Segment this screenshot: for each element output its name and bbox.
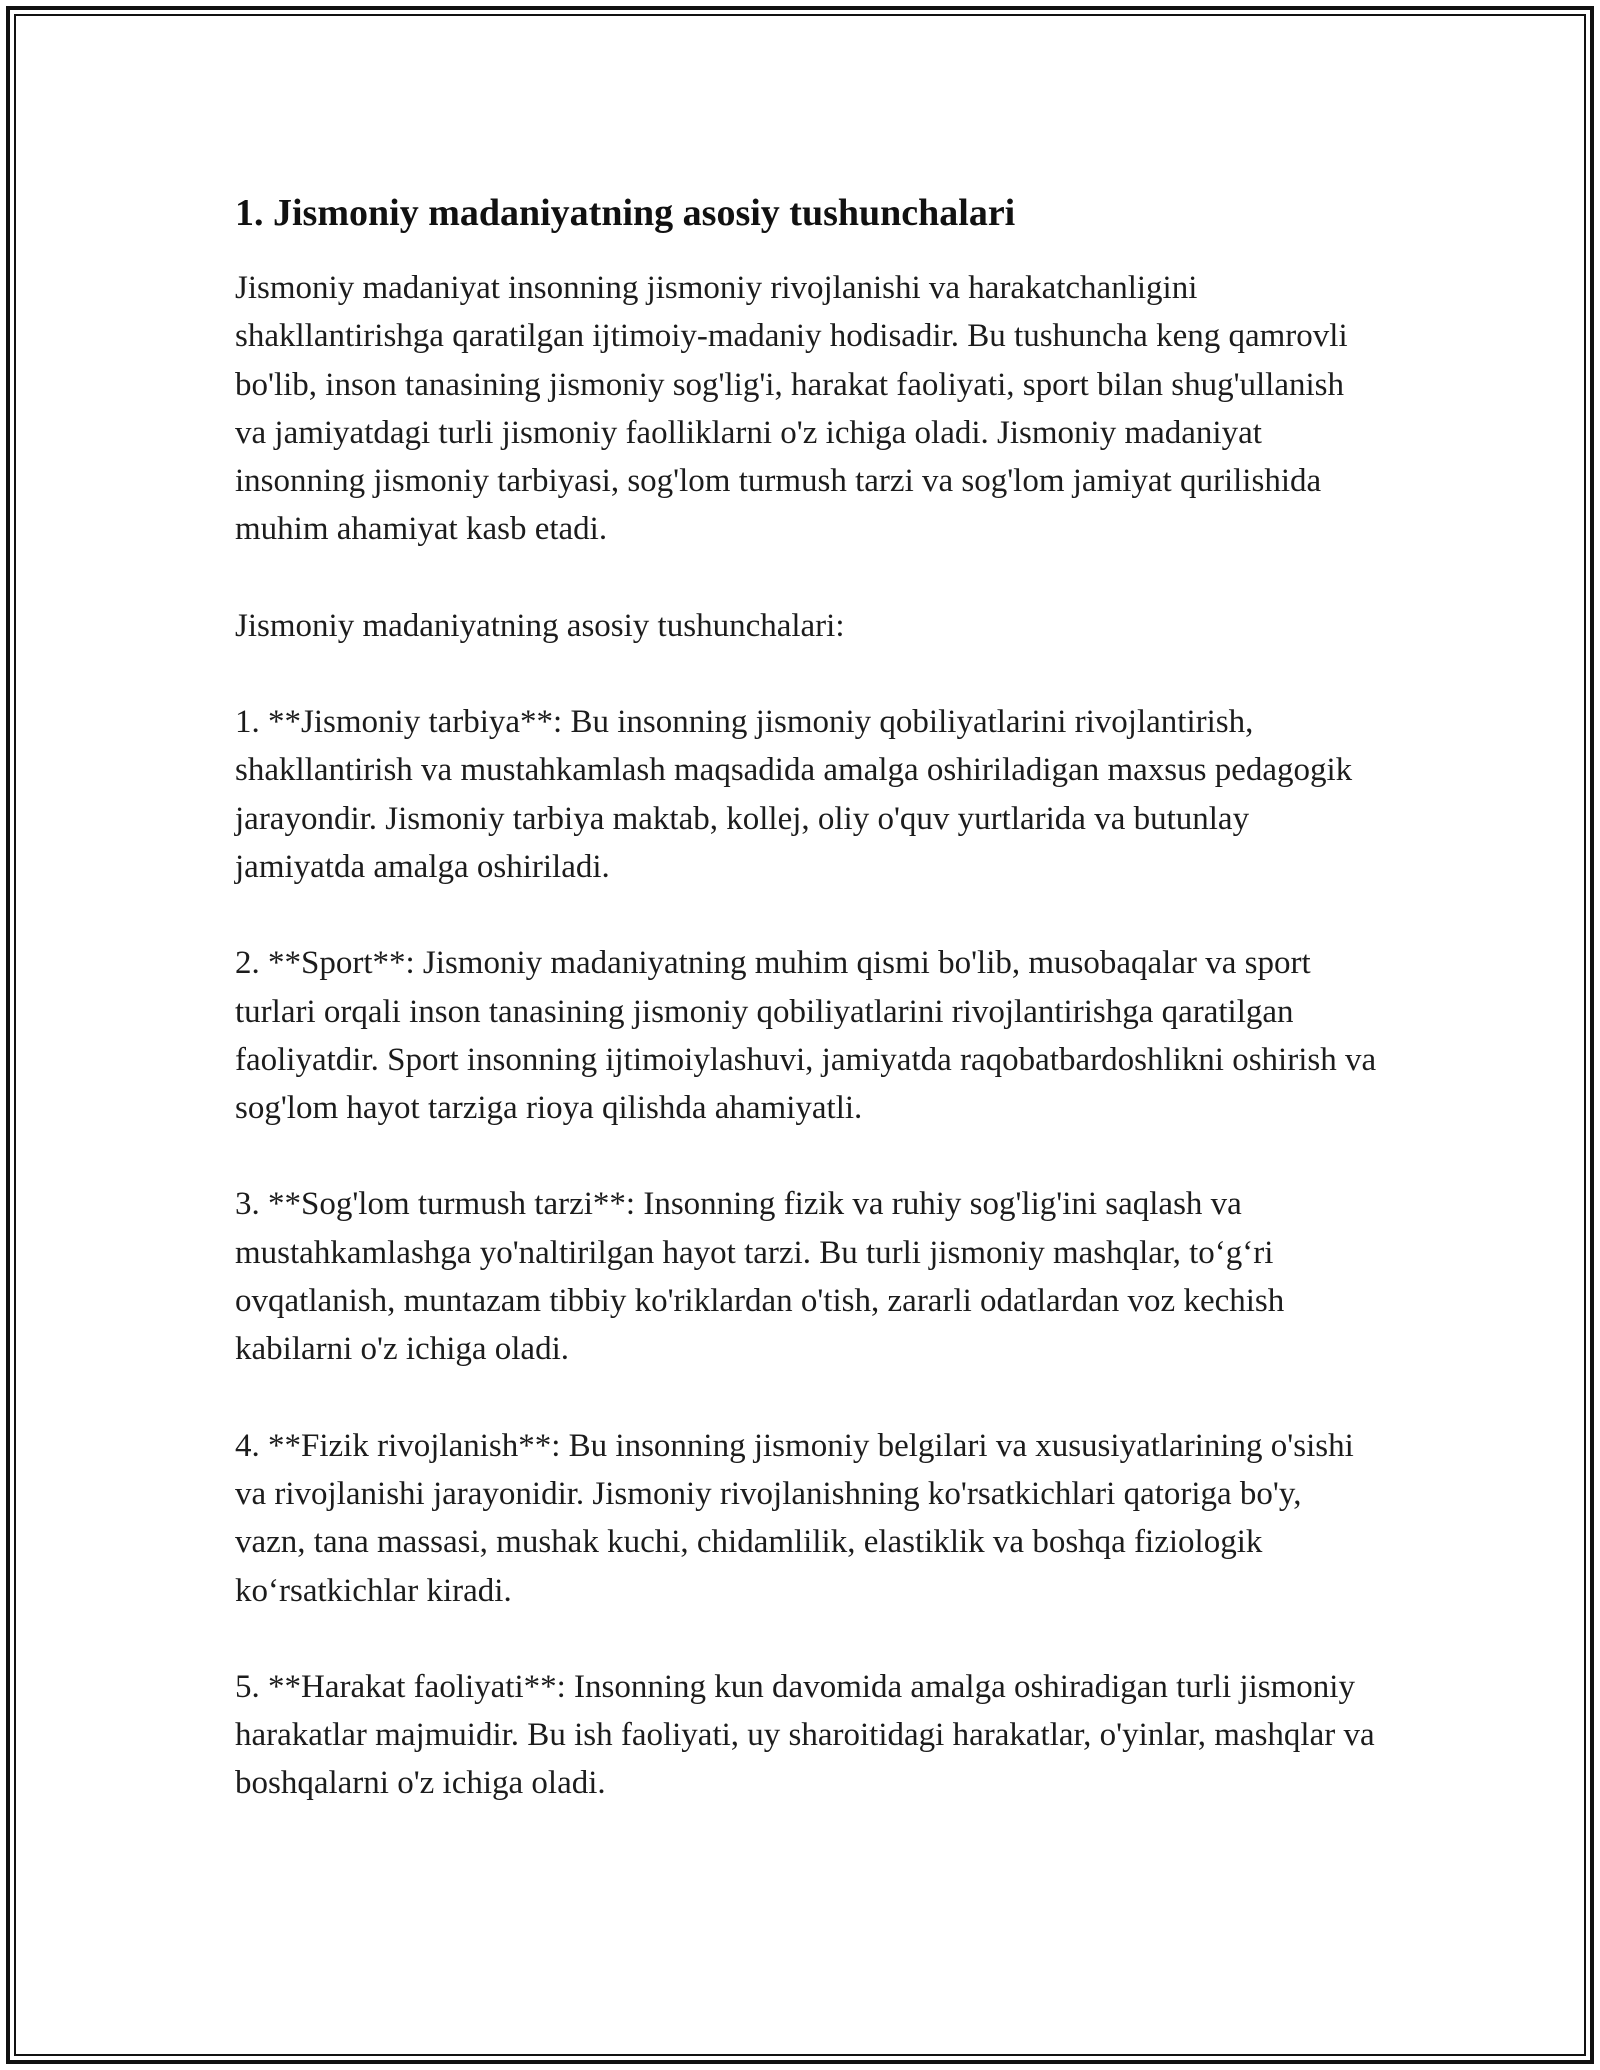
list-item-soglom-turmush-tarzi: 3. **Sog'lom turmush tarzi**: Insonning fizik va ruhiy sog'lig'ini saqlash va mustahkamlashga yo'naltirilgan hayot tarzi. Bu turli jismoniy mashqlar, to‘g‘ri ovqatlanish, muntazam tibbiy ko'riklardan o'tish, zararli odatlardan voz kechish kabilarni o'z ichiga oladi.: [235, 1186, 1285, 1368]
list-item-fizik-rivojlanish: 4. **Fizik rivojlanish**: Bu insonning jismoniy belgilari va xususiyatlarining o'sishi va rivojlanishi jarayonidir. Jismoniy rivojlanishning ko'rsatkichlari qatoriga bo'y, vazn, tana massasi, mushak kuchi, chidamlilik, elastiklik va boshqa fiziologik ko‘rsatkichlar kiradi.: [235, 1427, 1354, 1609]
intro-paragraph: Jismoniy madaniyat insonning jismoniy rivojlanishi va harakatchanligini shakllantirishga qaratilgan ijtimoiy-madaniy hodisadir. Bu tushuncha keng qamrovli bo'lib, inson tanasining jismoniy sog'lig'i, harakat faoliyati, sport bilan shug'ullanish va jamiyatdagi turli jismoniy faolliklarni o'z ichiga oladi. Jismoniy madaniyat insonning jismoniy tarbiyasi, sog'lom turmush tarzi va sog'lom jamiyat qurilishida muhim ahamiyat kasb etadi.: [235, 270, 1348, 548]
document-body: [235, 184, 1380, 1856]
list-item-sport: 2. **Sport**: Jismoniy madaniyatning muhim qismi bo'lib, musobaqalar va sport turlari orqali inson tanasining jismoniy qobiliyatlarini rivojlantirishga qaratilgan faoliyatdir. Sport insonning ijtimoiylashuvi, jamiyatda raqobatbardoshlikni oshirish va sog'lom hayot tarziga rioya qilishda ahamiyatli.: [235, 945, 1377, 1127]
list-item-jismoniy-tarbiya: 1. **Jismoniy tarbiya**: Bu insonning jismoniy qobiliyatlarini rivojlantirish, shakllantirish va mustahkamlash maqsadida amalga oshiriladigan maxsus pedagogik jarayondir. Jismoniy tarbiya maktab, kollej, oliy o'quv yurtlarida va butunlay jamiyatda amalga oshiriladi.: [235, 704, 1353, 885]
section-title: 1. Jismoniy madaniyatning asosiy tushunchalari: [235, 192, 1016, 234]
list-item-harakat-faoliyati: 5. **Harakat faoliyati**: Insonning kun davomida amalga oshiradigan turli jismoniy harakatlar majmuidir. Bu ish faoliyati, uy sharoitidagi harakatlar, o'yinlar, mashqlar va boshqalarni o'z ichiga oladi.: [235, 1668, 1375, 1802]
list-heading: Jismoniy madaniyatning asosiy tushunchalari:: [235, 607, 845, 644]
